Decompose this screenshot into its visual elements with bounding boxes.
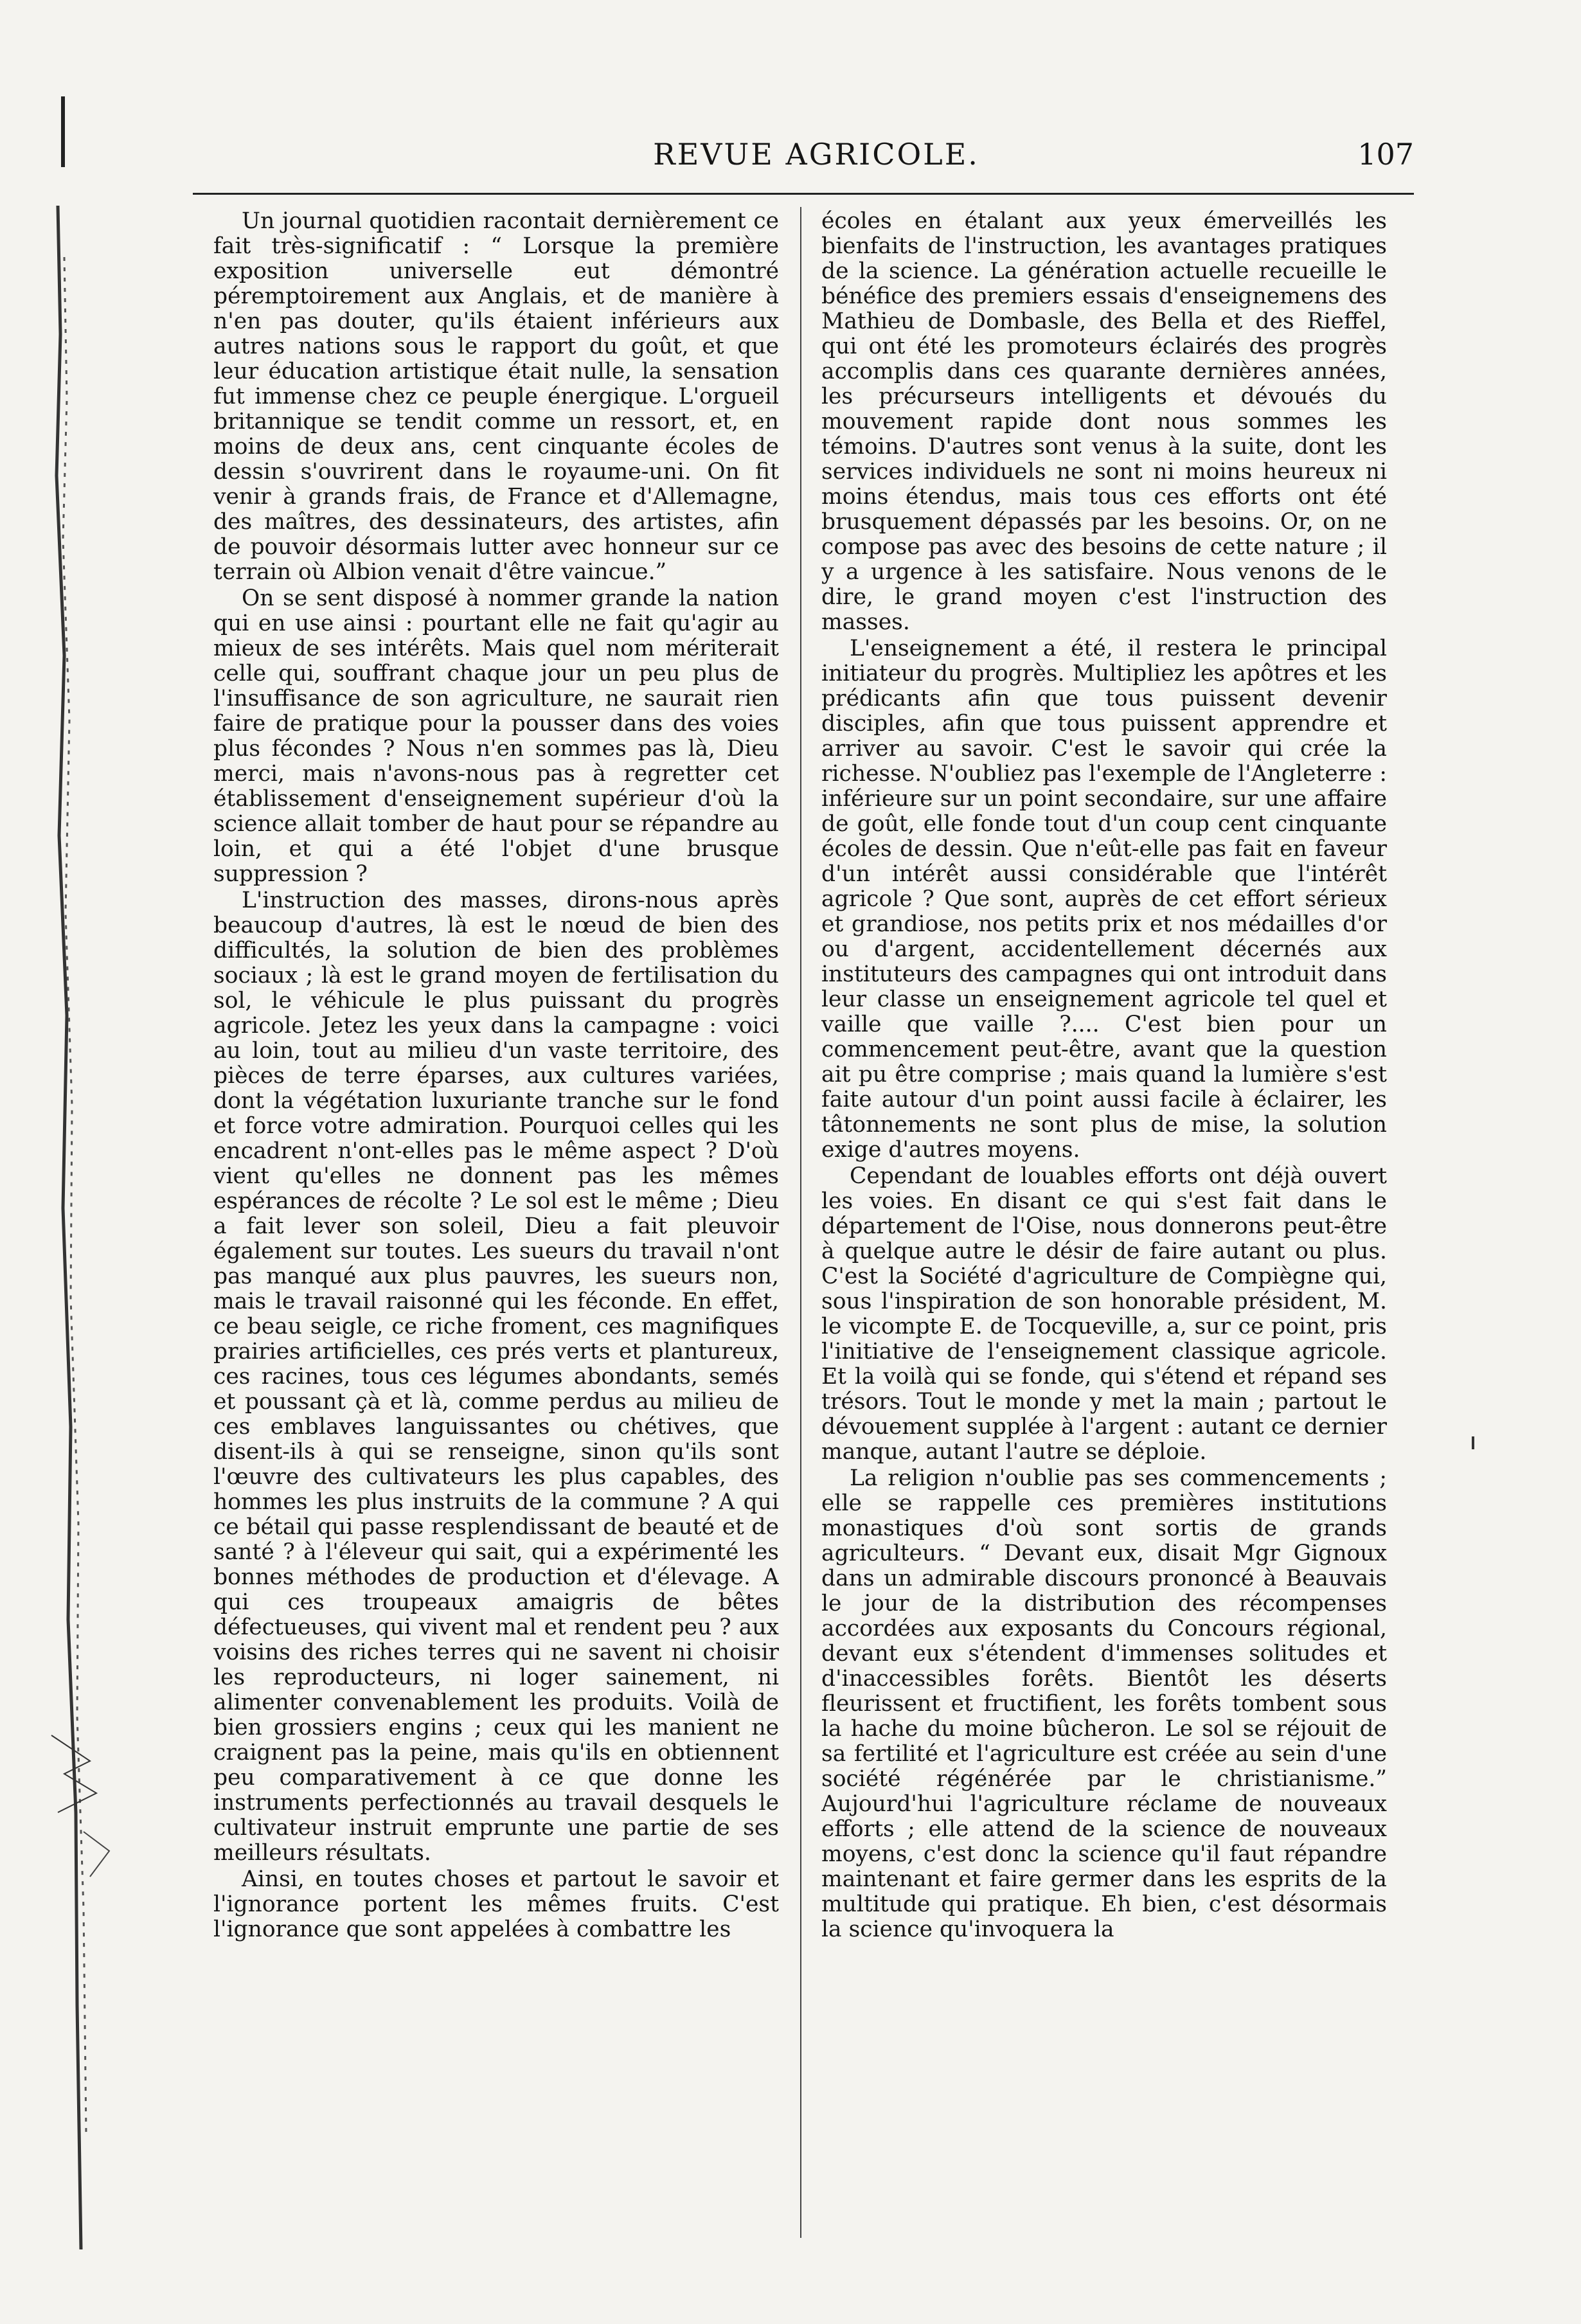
right-text-column [821, 209, 1387, 2233]
paragraph [213, 209, 779, 585]
binding-edge-stain [39, 206, 122, 2249]
paragraph [213, 586, 779, 887]
paragraph [213, 888, 779, 1866]
margin-mark [61, 96, 65, 167]
paragraph [821, 636, 1387, 1163]
paragraph [821, 209, 1387, 635]
paragraph-text: On se sent disposé à nommer grande la nation qui en use ainsi : pourtant elle ne fait qu'agir au mieux de ses intérêts. Mais quel nom mériterait celle qui, souffrant chaque jour un peu plus de l'insuffisance de son agriculture, ne saurait rien faire de pratique pour la pousser dans des voies plus fécondes ? Nous n'en sommes pas là, Dieu merci, mais n'avons-nous pas à regretter cet établissement d'enseignement supérieur d'où la science allait tomber de haut pour se répandre au loin, et qui a été l'objet d'une brusque suppression ? [213, 585, 779, 887]
paragraph-text: L'instruction des masses, dirons-nous après beaucoup d'autres, là est le nœud de bien des difficultés, la solution de bien des problèmes sociaux ; là est le grand moyen de fertilisation du sol, le véhicule le plus puissant du progrès agricole. Jetez les yeux dans la campagne : voici au loin, tout au milieu d'un vaste territoire, des pièces de terre éparses, aux cultures variées, dont la végétation luxuriante tranche sur le fond et force votre admiration. Pourquoi celles qui les encadrent n'ont-elles pas le même aspect ? D'où vient qu'elles ne donnent pas les mêmes espérances de récolte ? Le sol est le même ; Dieu a fait lever son soleil, Dieu a fait pleuvoir également sur toutes. Les sueurs du travail n'ont pas manqué aux plus pauvres, les sueurs non, mais le travail raisonné qui les féconde. En effet, ce beau seigle, ce riche froment, ces magnifiques prairies artificielles, ces prés verts et plantureux, ces racines, tous ces légumes abondants, semés et poussant çà et là, comme perdus au milieu de ces emblaves languissantes ou chétives, que disent-ils à qui se renseigne, sinon qu'ils sont l'œuvre des cultivateurs les plus capables, des hommes les plus instruits de la commune ? A qui ce bétail qui passe resplendissant de beauté et de santé ? à l'éleveur qui sait, qui a expérimenté les bonnes méthodes de production et d'élevage. A qui ces troupeaux amaigris de bêtes défectueuses, qui vivent mal et rendent peu ? aux voisins des riches terres qui ne savent ni choisir les reproducteurs, ni loger sainement, ni alimenter convenablement les produits. Voilà de bien grossiers engins ; ceux qui les manient ne craignent pas la peine, mais qu'ils en obtiennent peu comparativement à ce que donne les instruments perfectionnés au travail desquels le cultivateur instruit emprunte une partie de ses meilleurs résultats. [213, 888, 779, 1866]
page-number: 107 [1357, 137, 1414, 172]
paragraph-text: Un journal quotidien racontait dernièrement ce fait très-significatif : “ Lorsque la première exposition universelle eut démontré péremptoirement aux Anglais, et de manière à n'en pas douter, qu'ils étaient inférieurs aux autres nations sous le rapport du goût, et que leur éducation artistique était nulle, la sensation fut immense chez ce peuple énergique. L'orgueil britannique se tendit comme un ressort, et, en moins de deux ans, cent cinquante écoles de dessin s'ouvrirent dans le royaume-uni. On fit venir à grands frais, de France et d'Allemagne, des maîtres, des dessinateurs, des artistes, afin de pouvoir désormais lutter avec honneur sur ce terrain où Albion venait d'être vaincue.” [213, 209, 779, 585]
stray-mark [1472, 1436, 1474, 1449]
paragraph-text: Ainsi, en toutes choses et partout le savoir et l'ignorance portent les mêmes fruits. C'est l'ignorance que sont appelées à combattre les [213, 1866, 779, 1942]
paragraph-text: La religion n'oublie pas ses commencements ; elle se rappelle ces premières institutions monastiques d'où sont sortis de grands agriculteurs. “ Devant eux, disait Mgr Gignoux dans un admirable discours prononcé à Beauvais le jour de la distribution des récompenses accordées aux exposants du Concours régional, devant eux s'étendent d'immenses solitudes et d'inaccessibles forêts. Bientôt les déserts fleurissent et fructifient, les forêts tombent sous la hache du moine bûcheron. Le sol se réjouit de sa fertilité et l'agriculture est créée au sein d'une société régénérée par le christianisme.” Aujourd'hui l'agriculture réclame de nouveaux efforts ; elle attend de la science de nouveaux moyens, c'est donc la science qu'il faut répandre maintenant et faire germer dans les esprits de la multitude qui pratique. Eh bien, c'est désormais la science qu'invoquera la [821, 1465, 1387, 1942]
paragraph-text: Cependant de louables efforts ont déjà ouvert les voies. En disant ce qui s'est fait dans le département de l'Oise, nous donnerons peut-être à quelque autre le désir de faire autant ou plus. C'est la Société d'agriculture de Compiègne qui, sous l'inspiration de son honorable président, M. le vicompte E. de Tocqueville, a, sur ce point, pris l'initiative de l'enseignement classique agricole. Et la voilà qui se fonde, qui s'étend et répand ses trésors. Tout le monde y met la main ; partout le dévouement supplée à l'argent : autant ce dernier manque, autant l'autre se déploie. [821, 1163, 1387, 1465]
running-title: REVUE AGRICOLE. [653, 137, 979, 172]
paragraph [821, 1466, 1387, 1942]
paragraph-text: écoles en étalant aux yeux émerveillés les bienfaits de l'instruction, les avantages pratiques de la science. La génération actuelle recueille le bénéfice des premiers essais d'enseignemens des Mathieu de Dombasle, des Bella et des Rieffel, qui ont été les promoteurs éclairés des progrès accomplis dans ces quarante dernières années, les précurseurs intelligents et dévoués du mouvement rapide dont nous sommes les témoins. D'autres sont venus à la suite, dont les services individuels ne sont ni moins heureux ni moins étendus, mais tous ces efforts ont été brusquement dépassés par les besoins. Or, on ne compose pas avec des besoins de cette nature ; il y a urgence à les satisfaire. Nous venons de le dire, le grand moyen c'est l'instruction des masses. [821, 209, 1387, 635]
paragraph [821, 1164, 1387, 1465]
paragraph-text: L'enseignement a été, il restera le principal initiateur du progrès. Multipliez les apôtres et les prédicants afin que tous puissent devenir disciples, afin que tous puissent apprendre et arriver au savoir. C'est le savoir qui crée la richesse. N'oubliez pas l'exemple de l'Angleterre : inférieure sur un point secondaire, sur une affaire de goût, elle fonde tout d'un coup cent cinquante écoles de dessin. Que n'eût-elle pas fait en faveur d'un intérêt aussi considérable que l'intérêt agricole ? Que sont, auprès de cet effort sérieux et grandiose, nos petits prix et nos médailles d'or ou d'argent, accidentellement décernés aux instituteurs des campagnes qui ont introduit dans leur classe un enseignement agricole tel quel et vaille que vaille ?.... C'est bien pour un commencement peut-être, avant que la question ait pu être comprise ; mais quand la lumière s'est faite autour d'un point aussi facile à éclairer, les tâtonnements ne sont plus de mise, la solution exige d'autres moyens. [821, 636, 1387, 1163]
header-rule [193, 193, 1414, 195]
column-divider [800, 207, 801, 2238]
left-text-column [213, 209, 779, 2233]
paragraph [213, 1867, 779, 1942]
running-header [219, 134, 1414, 179]
